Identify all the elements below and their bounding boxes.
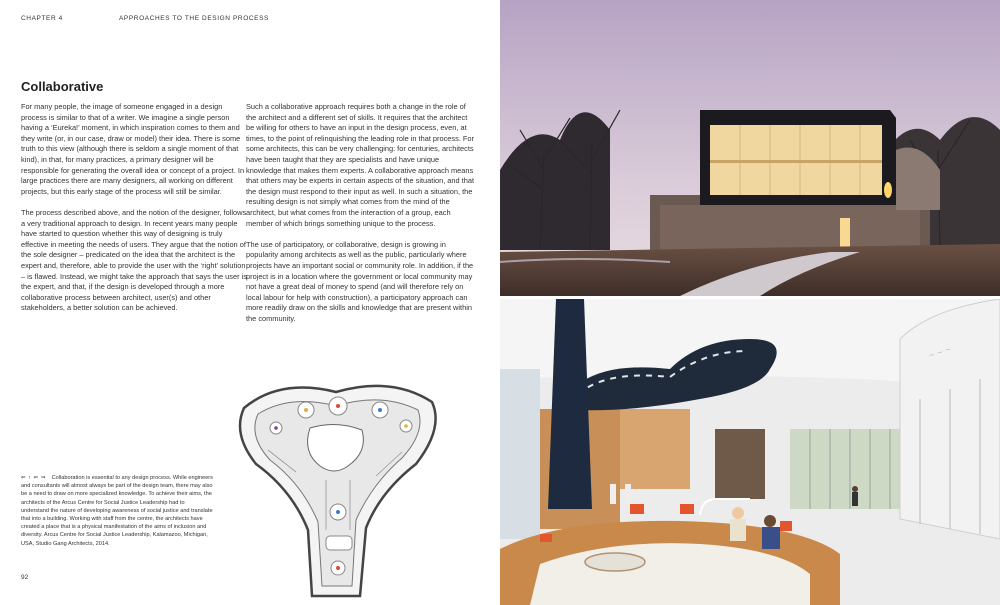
caption-arrows-icon: ⇐ ↑ ⇐ ⇒ (21, 475, 47, 481)
exterior-dusk-photo (500, 0, 1000, 296)
interior-atrium-photo (500, 299, 1000, 605)
text-column-left (21, 102, 249, 324)
chapter-label: CHAPTER 4 (21, 15, 63, 22)
text-column-right (246, 102, 474, 335)
paragraph: For many people, the image of someone engaged in a design process is similar to that of a writer. We imagine a single person having a ‘Eureka!’ moment, in which inspiration comes to them and they write (or, in our case, draw or model) their idea. There is some truth to this view (although there is seldom a single moment of that kind), in that, for many practices, a primary designer will be responsible for generating the overall idea or concept of a project. In large practices there are many designers, all working on different projects, but this early stage of the process will still be similar. (21, 102, 245, 196)
svg-text:~ ~ ~: ~ ~ ~ (927, 344, 953, 362)
page-number: 92 (21, 574, 29, 581)
paragraph: The process described above, and the notion of the designer, follows a very traditional approach to design. In recent years many people have started to question whether this way of designing is truly effective in meeting the needs of users. They argue that the notion of the sole designer – predicated on the idea that the architect is the expert and, therefore, able to provide the user with the ‘right’ solution – is flawed. Instead, we might take the approach that says the user is the expert, and that, if the design is developed through a more collaborative process between architect, user(s) and other stakeholders, a better solution can be achieved. (21, 207, 247, 313)
image-caption (21, 474, 213, 548)
paragraph: The use of participatory, or collaborative, design is growing in popularity among architects as well as the public, particularly where projects have an important social or community role. In addition, if the project is in a location where the government or local community may not have a great deal of money to spend (and will therefore rely on local labour for help with construction), a participatory approach can more readily draw on the skills and knowledge that are present within the community. (246, 239, 474, 323)
section-heading: Collaborative (21, 79, 104, 94)
paragraph: Such a collaborative approach requires both a change in the role of the architect and a different set of skills. It requires that the architect be willing for others to have an input in the design process, even, at times, to the point of relinquishing the leading role in that process. For some architects, this can be very challenging: for centuries, architects have been taught that they are specialists and have unique knowledge that makes them experts. A collaborative approach means that others may be experts in certain aspects of the situation, and that the design must respond to their input as well. In such a situation, the resulting design is not simply what comes from the mind of the architect, but what comes from the interaction of a group, each member of which brings something unique to the process. (246, 102, 475, 228)
floor-plan-drawing (230, 380, 445, 600)
caption-text: Collaboration is essential to any design process. While engineers and consultants will almost always be part of the design team, there may also be a need to draw on more specialized knowledge. To achieve their aims, the architects of the Arcus Centre for Social Justice Leadership had to understand the nature of developing awareness of social justice and translate that into a building. Working with staff from the centre, the architects have created a place that is a physical manifestation of the aims of inclusion and diversity. Arcus Centre for Social Justice Leadership, Kalamazoo, Michigan, USA, Studio Gang Architects, 2014. (21, 475, 213, 547)
section-label: APPROACHES TO THE DESIGN PROCESS (119, 15, 269, 22)
